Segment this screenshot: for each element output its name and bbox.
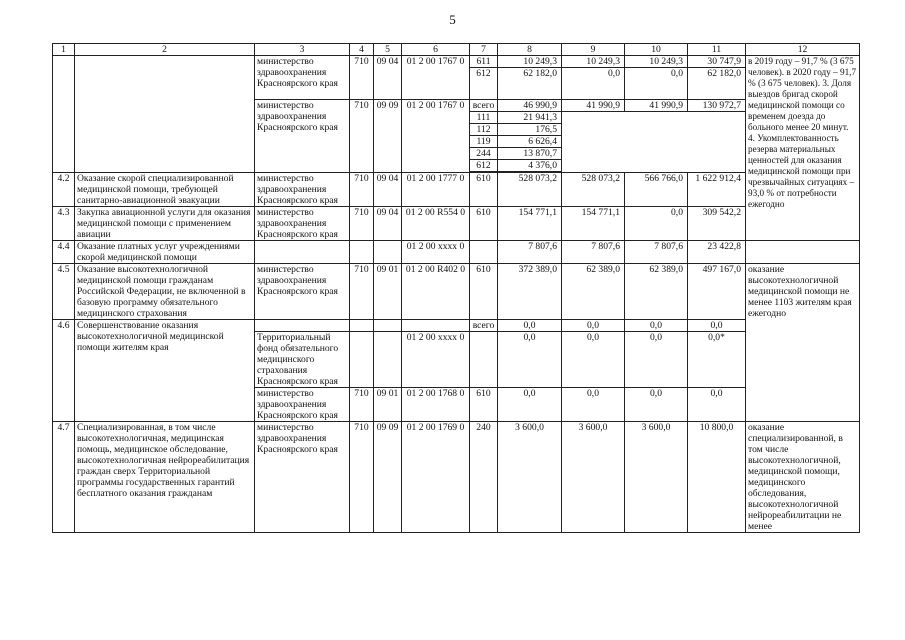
cell: 0,0 (625, 388, 688, 422)
header-row (53, 44, 860, 56)
row-number (53, 56, 75, 173)
cell: 111 (470, 112, 498, 124)
cell (374, 241, 402, 264)
cell: 62 389,0 (625, 264, 688, 320)
cell: 46 990,9 (498, 100, 562, 112)
cell: 01 2 00 xxxx 0 (402, 241, 470, 264)
header-cell: 11 (688, 44, 746, 56)
header-cell: 8 (498, 44, 562, 56)
cell: 0,0* (688, 332, 746, 388)
cell: 0,0 (625, 207, 688, 241)
cell: 23 422,8 (688, 241, 746, 264)
cell (402, 320, 470, 332)
col12-block1: в 2019 году – 91,7 % (3 675 человек). в 2020 году – 91,7 % (3 675 человек). 3. Доля выездов бригад скорой медицинской помощи со временем доезда до больного менее 20 минут. 4. Укомплектованность резерва материальных ценностей для оказания медицинской помощи при чрезвычайных ситуациях – 93,0 % от потребности ежегодно (746, 56, 860, 241)
cell: 0,0 (625, 68, 688, 100)
table-row (53, 264, 860, 320)
cell: 610 (470, 388, 498, 422)
cell: 3 600,0 (562, 422, 625, 533)
cell: 240 (470, 422, 498, 533)
row-number: 4.3 (53, 207, 75, 241)
cell: 309 542,2 (688, 207, 746, 241)
cell: 112 (470, 124, 498, 136)
cell: 528 073,2 (498, 173, 562, 207)
table-row (53, 56, 860, 68)
cell: 372 389,0 (498, 264, 562, 320)
cell: 10 800,0 (688, 422, 746, 533)
row-name (75, 56, 255, 173)
header-cell: 6 (402, 44, 470, 56)
page-number: 5 (449, 12, 456, 27)
cell (350, 320, 374, 332)
cell: 0,0 (625, 332, 688, 388)
cell: 62 182,0 (688, 68, 746, 100)
cell: 497 167,0 (688, 264, 746, 320)
cell: 528 073,2 (562, 173, 625, 207)
cell (374, 320, 402, 332)
cell: 01 2 00 1768 0 (402, 388, 470, 422)
cell: 30 747,9 (688, 56, 746, 68)
cell: 710 (350, 100, 374, 173)
table-row (53, 173, 860, 207)
cell: 6 626,4 (498, 136, 562, 148)
cell: 0,0 (498, 320, 562, 332)
cell: 01 2 00 1767 0 (402, 100, 470, 173)
cell: 710 (350, 422, 374, 533)
cell: всего (470, 100, 498, 112)
cell: 10 249,3 (562, 56, 625, 68)
cell: 09 04 (374, 173, 402, 207)
cell: 01 2 00 1767 0 (402, 56, 470, 100)
cell: 0,0 (562, 332, 625, 388)
cell: 611 (470, 56, 498, 68)
cell: 7 807,6 (562, 241, 625, 264)
cell: 01 2 00 xxxx 0 (402, 332, 470, 388)
cell (470, 332, 498, 388)
cell: 0,0 (688, 388, 746, 422)
header-cell: 4 (350, 44, 374, 56)
cell: 176,5 (498, 124, 562, 136)
cell: 130 972,7 (688, 100, 746, 112)
cell: 710 (350, 264, 374, 320)
header-cell: 10 (625, 44, 688, 56)
cell: 01 2 00 R402 0 (402, 264, 470, 320)
row-number: 4.2 (53, 173, 75, 207)
cell: 119 (470, 136, 498, 148)
table-row (53, 207, 860, 241)
cell: 710 (350, 207, 374, 241)
cell: 3 600,0 (498, 422, 562, 533)
row-number: 4.7 (53, 422, 75, 533)
cell: 610 (470, 173, 498, 207)
cell: 0,0 (625, 320, 688, 332)
cell: 09 04 (374, 56, 402, 100)
cell: 0,0 (498, 332, 562, 388)
cell (470, 241, 498, 264)
header-cell: 1 (53, 44, 75, 56)
cell: 710 (350, 173, 374, 207)
org-cell: министерство здравоохранения Красноярского края (255, 207, 350, 241)
cell: 612 (470, 68, 498, 100)
cell: 09 01 (374, 388, 402, 422)
cell: 610 (470, 207, 498, 241)
cell: 3 600,0 (625, 422, 688, 533)
row-name: Оказание платных услуг учреждениями скорой медицинской помощи (75, 241, 255, 264)
cell: 01 2 00 1777 0 (402, 173, 470, 207)
cell: всего (470, 320, 498, 332)
row-number: 4.6 (53, 320, 75, 422)
row-name: Совершенствование оказания высокотехнологичной медицинской помощи жителям края (75, 320, 255, 422)
cell: 154 771,1 (562, 207, 625, 241)
cell: 566 766,0 (625, 173, 688, 207)
cell: 7 807,6 (625, 241, 688, 264)
cell: 4 376,0 (498, 160, 562, 172)
org-cell: министерство здравоохранения Красноярского края (255, 100, 350, 173)
org-cell: Территориальный фонд обязательного медицинского страхования Красноярского края (255, 332, 350, 388)
cell (350, 241, 374, 264)
cell: 610 (470, 264, 498, 320)
col12-empty (746, 241, 860, 264)
org-cell: министерство здравоохранения Красноярского края (255, 388, 350, 422)
org-cell: министерство здравоохранения Красноярского края (255, 422, 350, 533)
cell: 10 249,3 (498, 56, 562, 68)
cell: 0,0 (562, 320, 625, 332)
cell: 1 622 912,4 (688, 173, 746, 207)
cell: 244 (470, 148, 498, 160)
cell: 0,0 (562, 388, 625, 422)
cell: 41 990,9 (562, 100, 625, 112)
cell: 01 2 00 R554 0 (402, 207, 470, 241)
cell: 21 941,3 (498, 112, 562, 124)
row-number: 4.5 (53, 264, 75, 320)
cell: 09 01 (374, 264, 402, 320)
budget-table (52, 43, 860, 533)
table-row (53, 320, 860, 332)
header-cell: 7 (470, 44, 498, 56)
cell: 0,0 (498, 388, 562, 422)
table-row (53, 241, 860, 264)
cell: 154 771,1 (498, 207, 562, 241)
row-name: Оказание высокотехнологичной медицинской помощи гражданам Российской Федерации, не включенной в базовую программу обязательного медицинского страхования (75, 264, 255, 320)
row-name: Закупка авиационной услуги для оказания медицинской помощи с применением авиации (75, 207, 255, 241)
cell: 10 249,3 (625, 56, 688, 68)
cell: 13 870,7 (498, 148, 562, 160)
org-cell: министерство здравоохранения Красноярского края (255, 56, 350, 100)
row-name: Специализированная, в том числе высокотехнологичная, медицинская помощь, медицинское обследование, высокотехнологичная нейрореабилитация граждан сверх Территориальной программы государственных гарантий бесплатного оказания гражданам (75, 422, 255, 533)
header-cell: 9 (562, 44, 625, 56)
header-cell: 2 (75, 44, 255, 56)
org-cell (255, 241, 350, 264)
cell: 09 09 (374, 422, 402, 533)
cell (374, 332, 402, 388)
table-row (53, 422, 860, 533)
header-cell: 3 (255, 44, 350, 56)
cell: 710 (350, 388, 374, 422)
row-number: 4.4 (53, 241, 75, 264)
row-name: Оказание скорой специализированной медицинской помощи, требующей санитарно-авиационной эвакуации (75, 173, 255, 207)
cell: 62 182,0 (498, 68, 562, 100)
header-cell: 12 (746, 44, 860, 56)
cell (350, 332, 374, 388)
cell: 09 09 (374, 100, 402, 173)
cell: 7 807,6 (498, 241, 562, 264)
col12-block2: оказание высокотехнологичной медицинской помощи не менее 1103 жителям края ежегодно (746, 264, 860, 422)
empty-cell (562, 112, 746, 172)
cell: 09 04 (374, 207, 402, 241)
cell: 612 (470, 160, 498, 172)
cell: 0,0 (688, 320, 746, 332)
header-cell: 5 (374, 44, 402, 56)
cell: 01 2 00 1769 0 (402, 422, 470, 533)
cell: 62 389,0 (562, 264, 625, 320)
col12-block3: оказание специализированной, в том числе высокотехнологичной, медицинской помощи, медицинского обследования, высокотехнологичной нейрореабилитации не менее (746, 422, 860, 533)
cell: 0,0 (562, 68, 625, 100)
cell: 710 (350, 56, 374, 100)
org-cell: министерство здравоохранения Красноярского края (255, 264, 350, 320)
org-cell (255, 320, 350, 332)
cell: 41 990,9 (625, 100, 688, 112)
org-cell: министерство здравоохранения Красноярского края (255, 173, 350, 207)
